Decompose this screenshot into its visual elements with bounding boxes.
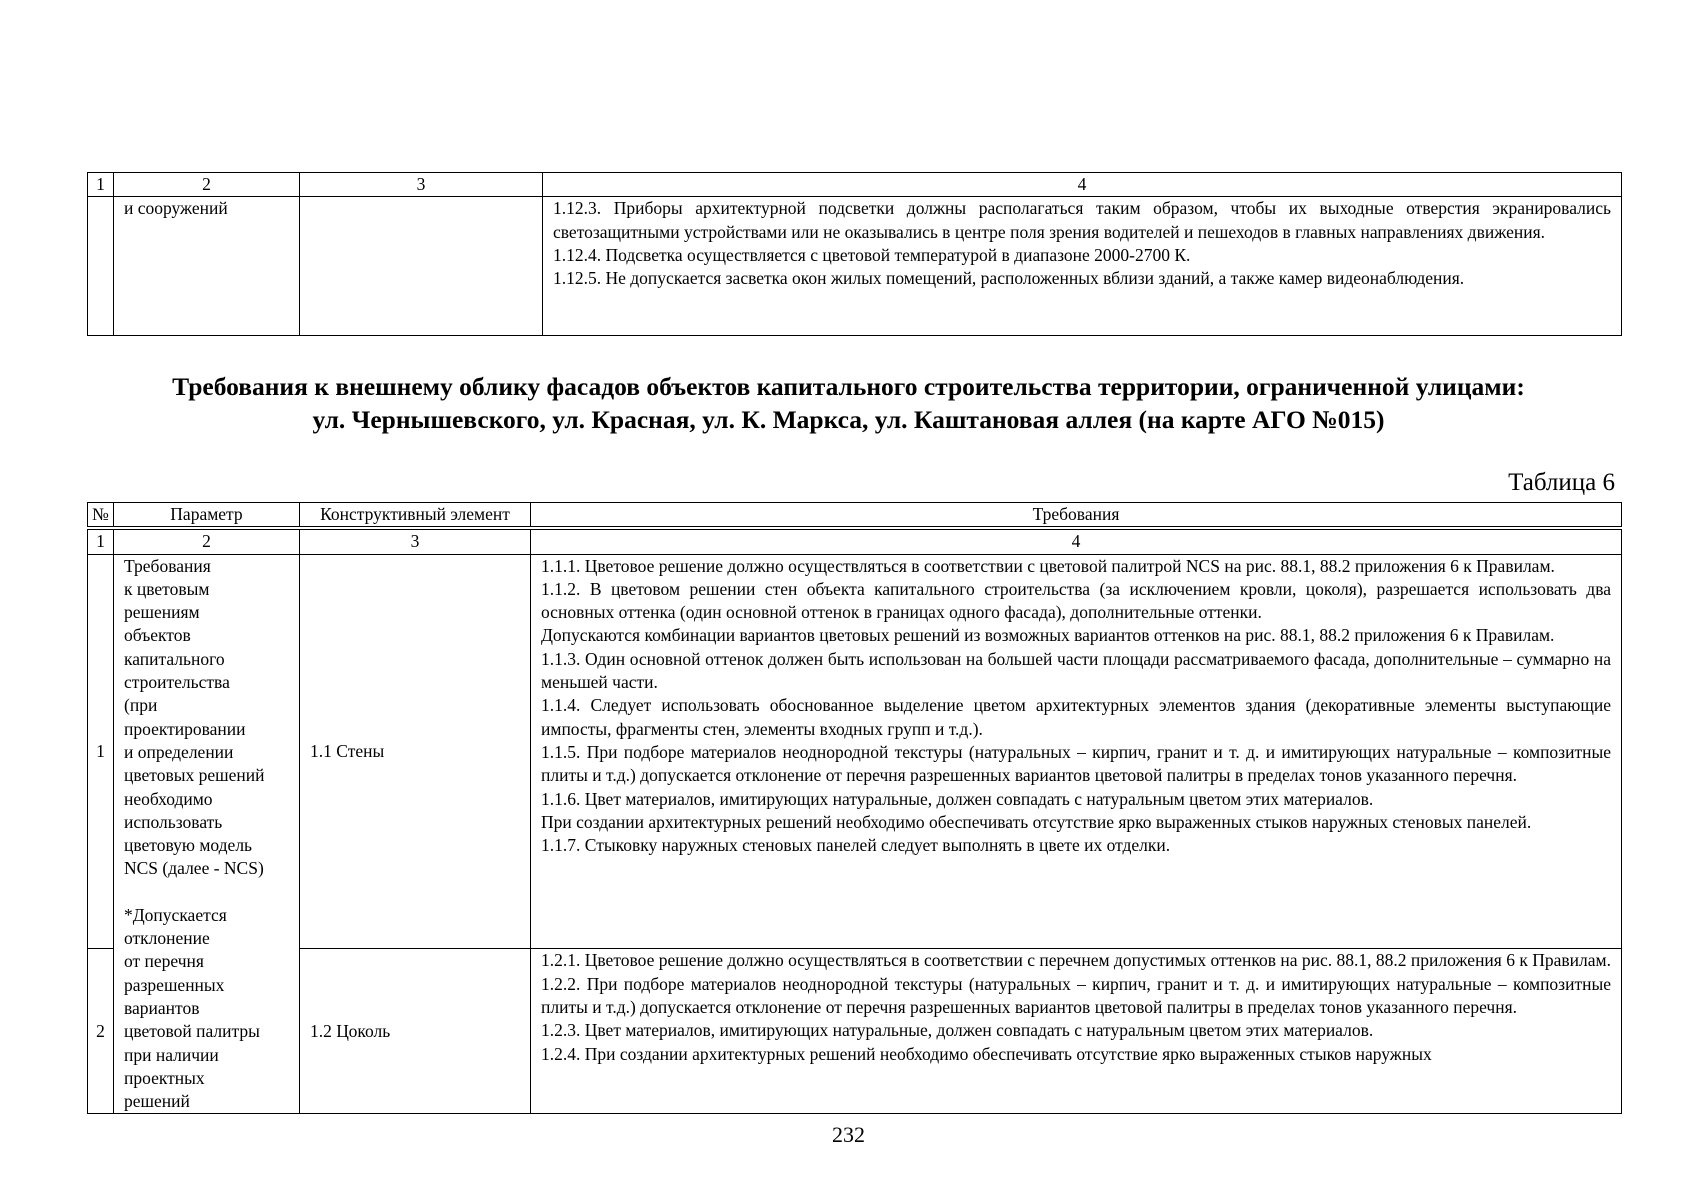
param-line: (при	[124, 695, 158, 716]
row-number-cell: 2	[88, 949, 114, 1114]
param-line: цветовую модель	[124, 835, 253, 856]
param-line: необходимо	[124, 788, 213, 809]
table-row	[88, 949, 1622, 1114]
row-number-cell: 1	[88, 554, 114, 949]
param-note-line: разрешенных	[124, 974, 225, 995]
row-number-cell	[88, 197, 114, 336]
requirement-item: 1.12.4. Подсветка осуществляется с цветовой температурой в диапазоне 2000-2700 К.	[553, 244, 1191, 265]
requirement-item: 1.12.5. Не допускается засветка окон жилых помещений, расположенных вблизи зданий, а также камер видеонаблюдения.	[553, 268, 1465, 289]
requirements-table	[87, 502, 1622, 1114]
requirement-item: 1.1.7. Стыковку наружных стеновых панелей следует выполнять в цвете их отделки.	[541, 835, 1171, 856]
heading-line-1: Требования к внешнему облику фасадов объектов капитального строительства территории, ограниченной улицами:	[172, 372, 1525, 401]
table-caption: Таблица 6	[1508, 469, 1615, 496]
col-number-cell: 3	[300, 173, 543, 197]
param-line: строительства	[124, 672, 230, 693]
requirement-item: 1.2.2. При подборе материалов неоднородной текстуры (натуральных – кирпич, гранит и т. д. и имитирующих натуральные – композитные плиты и т.д.) допускается отклонение от перечня разрешенных вариантов цветовой палитры в пределах тонов указанного перечня.	[541, 973, 1611, 1018]
param-line: решениям	[124, 602, 200, 623]
column-header-requirements: Требования	[531, 503, 1622, 529]
column-header-parameter: Параметр	[114, 503, 300, 529]
column-number-row	[88, 528, 1622, 554]
col-number-cell: 4	[543, 173, 1622, 197]
requirement-item: 1.1.3. Один основной оттенок должен быть использован на большей части площади рассматриваемого фасада, дополнительные – суммарно на меньшей части.	[541, 648, 1611, 693]
param-line: проектировании	[124, 718, 246, 739]
heading-line-2: ул. Чернышевского, ул. Красная, ул. К. Маркса, ул. Каштановая аллея (на карте АГО №015)	[312, 405, 1385, 434]
col-number-cell: 3	[300, 528, 531, 554]
requirement-item: 1.1.1. Цветовое решение должно осуществляться в соответствии с цветовой палитрой NCS на рис. 88.1, 88.2 приложения 6 к Правилам.	[541, 555, 1555, 576]
column-header-element: Конструктивный элемент	[300, 503, 531, 529]
column-number-row	[88, 173, 1622, 197]
table-row	[88, 554, 1622, 949]
table-row	[88, 197, 1622, 336]
column-header-number: №	[88, 503, 114, 529]
param-note-line: при наличии	[124, 1044, 219, 1065]
requirement-item: 1.12.3. Приборы архитектурной подсветки должны располагаться таким образом, чтобы их выходные отверстия экранировались светозащитными устройствами или не оказывались в центре поля зрения водителей и пешеходов в главных направлениях движения.	[553, 198, 1611, 242]
param-note-line: *Допускается	[124, 904, 227, 925]
requirements-cell	[531, 949, 1622, 1114]
spacer	[124, 881, 289, 904]
page-number: 232	[832, 1122, 865, 1147]
parameter-cell	[114, 554, 300, 1114]
col-number-cell: 2	[114, 173, 300, 197]
parameter-cell: и сооружений	[114, 197, 300, 336]
requirement-item: 1.1.6. Цвет материалов, имитирующих натуральные, должен совпадать с натуральным цветом этих материалов.	[541, 788, 1374, 809]
requirement-item: При создании архитектурных решений необходимо обеспечивать отсутствие ярко выраженных стыков наружных стеновых панелей.	[541, 811, 1532, 832]
requirement-item: 1.2.3. Цвет материалов, имитирующих натуральные, должен совпадать с натуральным цветом этих материалов.	[541, 1020, 1374, 1041]
col-number-cell: 1	[88, 173, 114, 197]
param-line: NCS (далее - NCS)	[124, 858, 264, 879]
param-line: к цветовым	[124, 578, 210, 599]
col-number-cell: 1	[88, 528, 114, 554]
requirement-item: 1.2.1. Цветовое решение должно осуществляться в соответствии с перечнем допустимых оттенков на рис. 88.1, 88.2 приложения 6 к Правилам.	[541, 950, 1611, 971]
param-line: капитального	[124, 648, 225, 669]
param-line: объектов	[124, 625, 191, 646]
col-number-cell: 4	[531, 528, 1622, 554]
param-note-line: проектных	[124, 1067, 205, 1088]
param-note-line: решений	[124, 1091, 190, 1112]
requirement-item: 1.1.4. Следует использовать обоснованное выделение цветом архитектурных элементов здания (декоративные элементы выступающие импосты, фрагменты стен, элементы входных групп и т.д.).	[541, 695, 1611, 739]
param-note-line: вариантов	[124, 997, 200, 1018]
element-cell	[300, 197, 543, 336]
requirements-cell	[543, 197, 1622, 336]
requirement-item: 1.2.4. При создании архитектурных решений необходимо обеспечивать отсутствие ярко выраженных стыков наружных	[541, 1043, 1432, 1064]
param-line: и определении	[124, 741, 234, 762]
param-note-line: от перечня	[124, 951, 204, 972]
section-heading	[40, 370, 1657, 436]
param-line: цветовых решений	[124, 765, 265, 786]
param-note-line: отклонение	[124, 928, 210, 949]
param-note-line: цветовой палитры	[124, 1021, 260, 1042]
requirements-cell	[531, 554, 1622, 949]
col-number-cell: 2	[114, 528, 300, 554]
header-row	[88, 503, 1622, 529]
param-line: Требования	[124, 555, 211, 576]
requirement-item: 1.1.5. При подборе материалов неоднородной текстуры (натуральных – кирпич, гранит и т. д. и имитирующих натуральные – композитные плиты и т.д.) допускается отклонение от перечня разрешенных вариантов цветовой палитры в пределах тонов указанного перечня.	[541, 741, 1611, 786]
requirement-item: Допускаются комбинации вариантов цветовых решений из возможных вариантов оттенков на рис. 88.1, 88.2 приложения 6 к Правилам.	[541, 625, 1555, 646]
element-cell: 1.2 Цоколь	[300, 949, 531, 1114]
param-line: использовать	[124, 811, 223, 832]
requirement-item: 1.1.2. В цветовом решении стен объекта капитального строительства (за исключением кровли, цоколя), разрешается использовать два основных оттенка (один основной оттенок в границах одного фасада), дополнительные оттенки.	[541, 578, 1611, 623]
continuation-table	[87, 172, 1622, 336]
element-cell: 1.1 Стены	[300, 554, 531, 949]
